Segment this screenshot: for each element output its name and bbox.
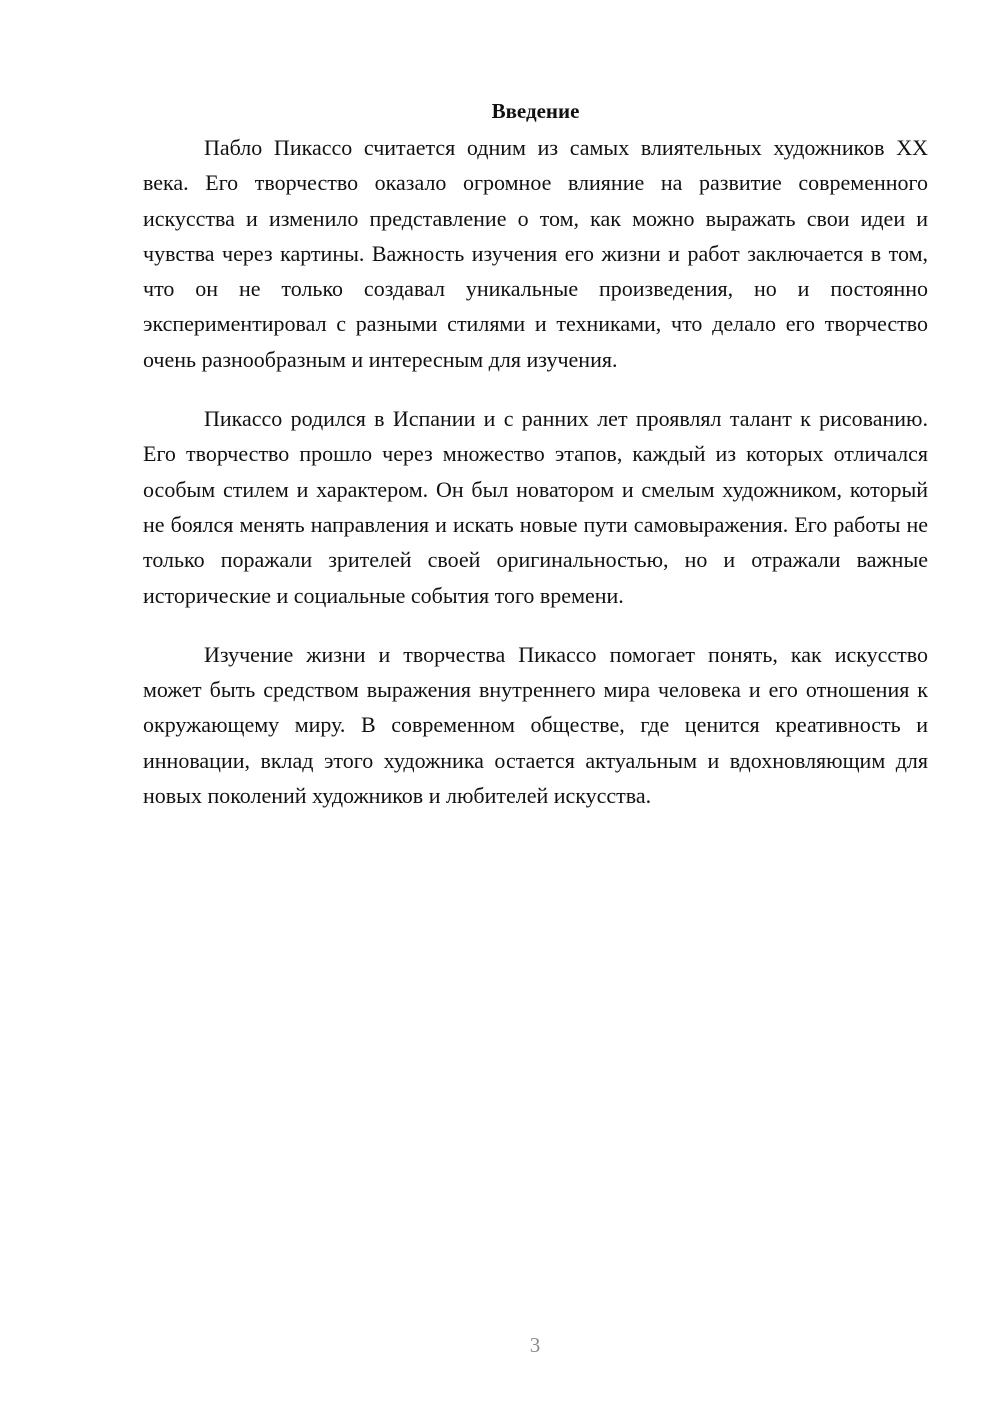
section-heading: Введение <box>491 99 580 123</box>
paragraph-1: Пабло Пикассо считается одним из самых влиятельных художников XX века. Его творчество оказало огромное влияние на развитие современного искусства и изменило представление о том, как можно выражать свои идеи и чувства через картины. Важность изучения его жизни и работ заключается в том, что он не только создавал уникальные произведения, но и постоянно экспериментировал с разными стилями и техниками, что делало его творчество очень разнообразным и интересным для изучения. <box>143 135 928 372</box>
paragraph-3: Изучение жизни и творчества Пикассо помогает понять, как искусство может быть средством выражения внутреннего мира человека и его отношения к окружающему миру. В современном обществе, где ценится креативность и инновации, вклад этого художника остается актуальным и вдохновляющим для новых поколений художников и любителей искусства. <box>143 641 928 809</box>
paragraph-2: Пикассо родился в Испании и с ранних лет проявлял талант к рисованию. Его творчество прошло через множество этапов, каждый из которых отличался особым стилем и характером. Он был новатором и смелым художником, который не боялся менять направления и искать новые пути самовыражения. Его работы не только поражали зрителей своей оригинальностью, но и отражали важные исторические и социальные события того времени. <box>143 406 928 608</box>
page-content <box>143 96 928 837</box>
page-number: 3 <box>529 1333 541 1357</box>
